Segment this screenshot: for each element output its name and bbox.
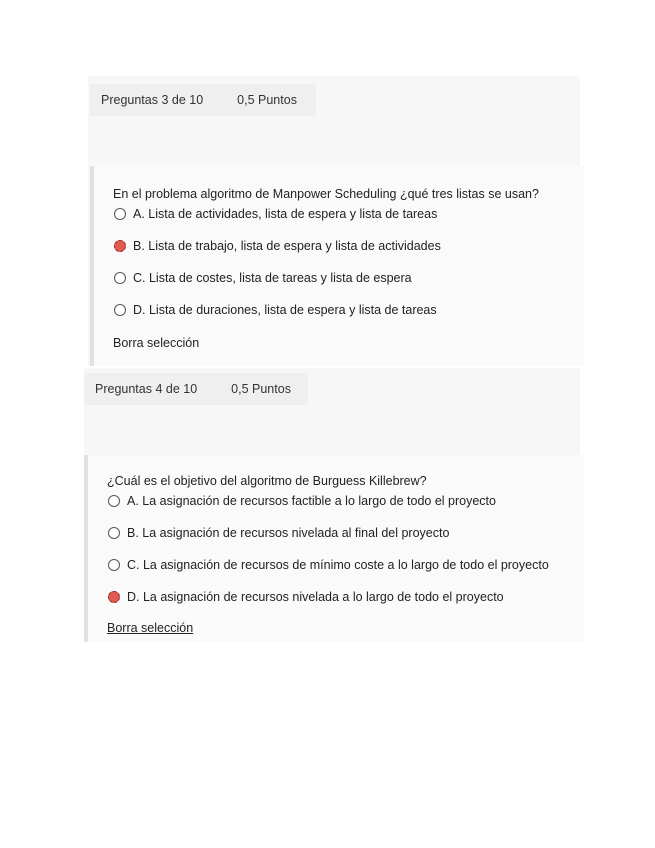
question-points: 0,5 Puntos bbox=[231, 382, 291, 396]
option-label: B. La asignación de recursos nivelada al final del proyecto bbox=[127, 526, 450, 540]
radio-icon[interactable] bbox=[114, 304, 126, 316]
q3-option-c[interactable] bbox=[114, 271, 412, 285]
option-label: C. La asignación de recursos de mínimo coste a lo largo de todo el proyecto bbox=[127, 558, 549, 572]
radio-selected-icon[interactable] bbox=[114, 240, 126, 252]
option-label: B. Lista de trabajo, lista de espera y lista de actividades bbox=[133, 239, 441, 253]
question-points: 0,5 Puntos bbox=[237, 93, 297, 107]
option-label: A. La asignación de recursos factible a lo largo de todo el proyecto bbox=[127, 494, 496, 508]
q4-clear-selection-link[interactable]: Borra selección bbox=[107, 621, 194, 635]
option-label: D. La asignación de recursos nivelada a lo largo de todo el proyecto bbox=[127, 590, 504, 604]
question-4-header bbox=[84, 373, 308, 405]
radio-icon[interactable] bbox=[108, 527, 120, 539]
radio-icon[interactable] bbox=[108, 559, 120, 571]
option-label: D. Lista de duraciones, lista de espera y lista de tareas bbox=[133, 303, 437, 317]
radio-selected-icon[interactable] bbox=[108, 591, 120, 603]
option-label: A. Lista de actividades, lista de espera y lista de tareas bbox=[133, 207, 438, 221]
radio-icon[interactable] bbox=[114, 272, 126, 284]
q4-option-a[interactable] bbox=[108, 494, 496, 508]
q3-option-a[interactable] bbox=[114, 207, 437, 221]
q3-option-d[interactable] bbox=[114, 303, 437, 317]
question-4-text: ¿Cuál es el objetivo del algoritmo de Burguess Killebrew? bbox=[107, 474, 427, 488]
question-counter: Preguntas 4 de 10 bbox=[95, 382, 198, 396]
q4-option-d[interactable] bbox=[108, 590, 504, 604]
q3-option-b[interactable] bbox=[114, 239, 441, 253]
question-3-text: En el problema algoritmo de Manpower Scheduling ¿qué tres listas se usan? bbox=[113, 187, 539, 201]
q4-option-c[interactable] bbox=[108, 558, 549, 572]
radio-icon[interactable] bbox=[114, 208, 126, 220]
q4-option-b[interactable] bbox=[108, 526, 449, 540]
option-label: C. Lista de costes, lista de tareas y lista de espera bbox=[133, 271, 412, 285]
q3-clear-selection-link[interactable]: Borra selección bbox=[113, 336, 200, 350]
question-counter: Preguntas 3 de 10 bbox=[101, 93, 204, 107]
question-3-header bbox=[90, 84, 316, 116]
radio-icon[interactable] bbox=[108, 495, 120, 507]
